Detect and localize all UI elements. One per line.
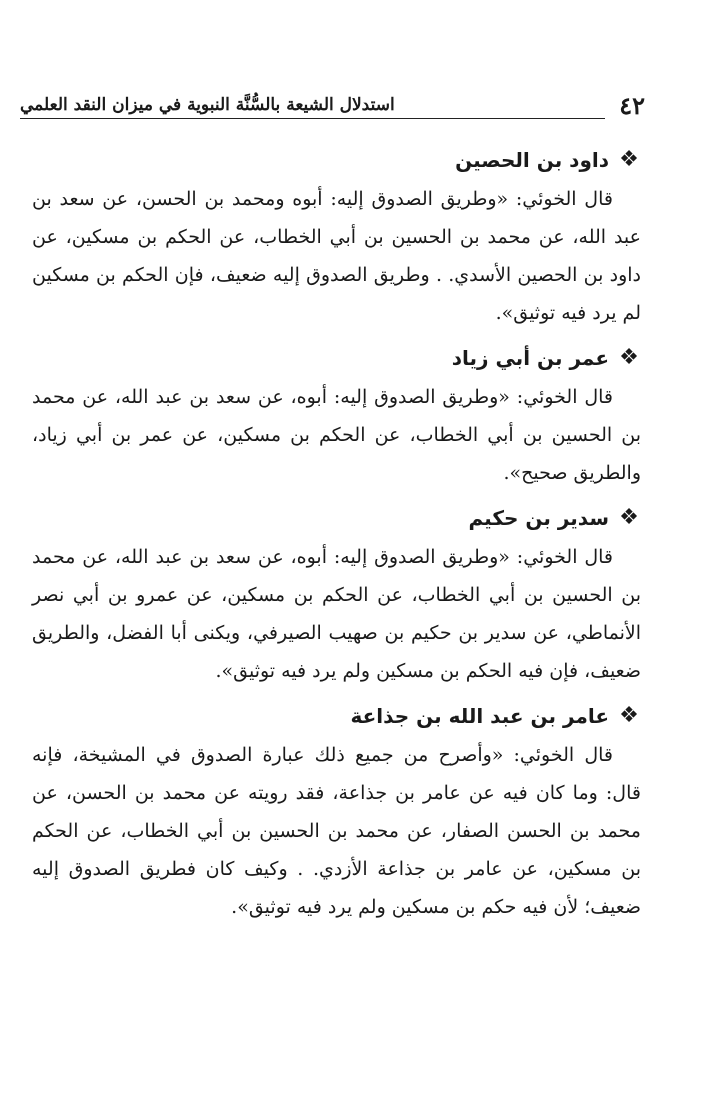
section-heading (32, 506, 641, 530)
page-header (20, 88, 645, 119)
diamond-bullet-icon: ❖ (619, 345, 639, 370)
page-content (32, 148, 641, 940)
section-heading-text: عمر بن أبي زياد (451, 346, 609, 370)
section-heading (32, 148, 641, 172)
section-paragraph: قال الخوئي: «وطريق الصدوق إليه: أبوه، عن سعد بن عبد الله، عن محمد بن الحسين بن أبي الخطاب، عن الحكم بن مسكين، عن عمرو بن أبي نصر الأنماطي، عن سدير بن حكيم بن صهيب الصيرفي، ويكنى أبا الفضل، والطريق ضعيف، فإن فيه الحكم بن مسكين ولم يرد فيه توثيق». (32, 546, 641, 682)
section-heading (32, 346, 641, 370)
section-sudayr (32, 506, 641, 690)
section-paragraph: قال الخوئي: «وطريق الصدوق إليه: أبوه ومحمد بن الحسن، عن سعد بن عبد الله، عن محمد بن الحسين بن أبي الخطاب، عن الحكم بن مسكين، عن داود بن الحصين الأسدي. . وطريق الصدوق إليه ضعيف، فإن الحكم بن مسكين لم يرد فيه توثيق». (32, 188, 641, 324)
diamond-bullet-icon: ❖ (619, 505, 639, 530)
page-number: ٤٢ (605, 93, 645, 119)
section-paragraph: قال الخوئي: «وأصرح من جميع ذلك عبارة الصدوق في المشيخة، فإنه قال: وما كان فيه عن عامر بن جذاعة، فقد رويته عن محمد بن الحسن، عن محمد بن الحسن الصفار، عن محمد بن الحسين بن أبي الخطاب، عن الحكم بن مسكين، عن عامر بن جذاعة الأزدي. . وكيف كان فطريق الصدوق إليه ضعيف؛ لأن فيه حكم بن مسكين ولم يرد فيه توثيق». (32, 744, 641, 918)
section-heading-text: داود بن الحصين (455, 148, 609, 172)
section-dawud (32, 148, 641, 332)
section-amir (32, 704, 641, 926)
diamond-bullet-icon: ❖ (619, 703, 639, 728)
running-title: استدلال الشيعة بالسُّنَّة النبوية في ميزان النقد العلمي (20, 93, 405, 117)
section-paragraph: قال الخوئي: «وطريق الصدوق إليه: أبوه، عن سعد بن عبد الله، عن محمد بن الحسين بن أبي الخطاب، عن الحكم بن مسكين، عن عمر بن أبي زياد، والطريق صحيح». (32, 386, 641, 484)
diamond-bullet-icon: ❖ (619, 147, 639, 172)
section-heading-text: سدير بن حكيم (468, 506, 609, 530)
section-heading (32, 704, 641, 728)
section-heading-text: عامر بن عبد الله بن جذاعة (350, 704, 609, 728)
section-umar (32, 346, 641, 492)
